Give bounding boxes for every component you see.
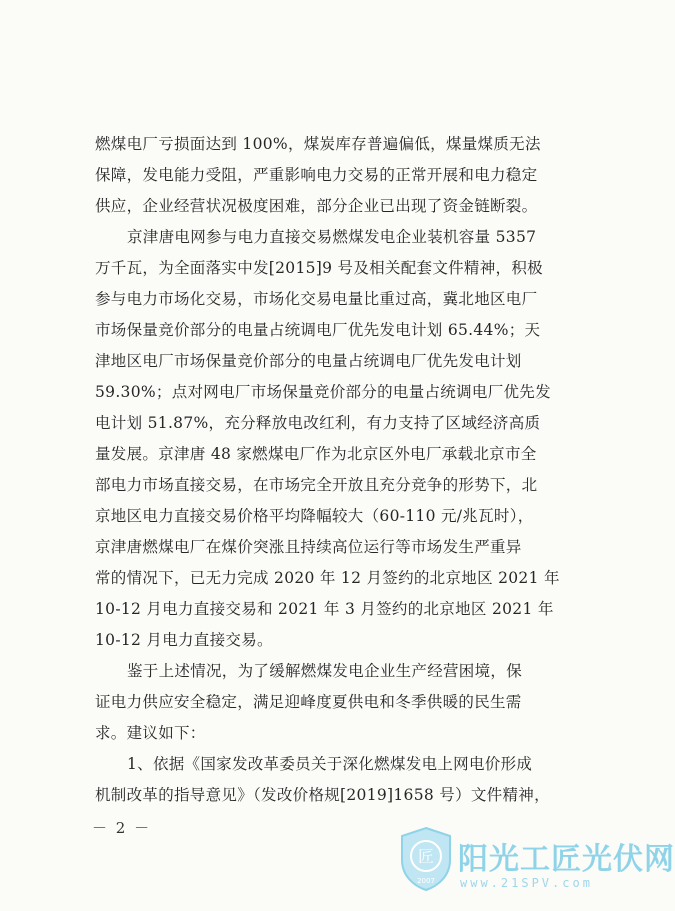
text-line: 部电力市场直接交易，在市场完全开放且充分竞争的形势下，北 [95,476,538,494]
text-line: 万千瓦，为全面落实中发[2015]9 号及相关配套文件精神，积极 [95,259,543,277]
text-line: 10-12 月电力直接交易和 2021 年 3 月签约的北京地区 2021 年 [95,600,554,618]
text-line: 鉴于上述情况，为了缓解燃煤发电企业生产经营困境，保 [127,662,523,680]
watermark-title: 阳光工匠光伏网 [458,842,675,877]
text-line: 1、依据《国家发改革委员关于深化燃煤发电上网电价形成 [127,755,533,773]
text-line: 保障，发电能力受阻，严重影响电力交易的正常开展和电力稳定 [95,166,538,184]
text-line: 常的情况下，已无力完成 2020 年 12 月签约的北京地区 2021 年 [95,569,560,587]
text-line: 京津唐燃煤电厂在煤价突涨且持续高位运行等市场发生严重异 [95,538,522,556]
watermark-url: www.21SPV.com [460,876,593,890]
text-line: 求。建议如下： [95,724,206,742]
text-line: 市场保量竞价部分的电量占统调电厂优先发电计划 65.44%；天 [95,321,541,339]
watermark-badge-icon [398,826,454,892]
text-line: 参与电力市场化交易，市场化交易电量比重过高，冀北地区电厂 [95,290,538,308]
text-line: 津地区电厂市场保量竞价部分的电量占统调电厂优先发电计划 [95,352,522,370]
text-line: 机制改革的指导意见》（发改价格规[2019]1658 号）文件精神， [95,786,550,804]
text-line: 电计划 51.87%，充分释放电改红利，有力支持了区域经济高质 [95,414,541,432]
watermark-badge-char: 匠 [417,847,435,866]
text-line: 燃煤电厂亏损面达到 100%，煤炭库存普遍偏低，煤量煤质无法 [95,135,541,153]
text-line: 10-12 月电力直接交易。 [95,631,273,649]
text-line: 证电力供应安全稳定，满足迎峰度夏供电和冬季供暖的民生需 [95,693,522,711]
text-line: 供应，企业经营状况极度困难，部分企业已出现了资金链断裂。 [95,197,538,215]
watermark-badge-year: 2007 [417,877,435,885]
text-line: 59.30%；点对网电厂市场保量竞价部分的电量占统调电厂优先发 [95,383,551,401]
text-line: 量发展。京津唐 48 家燃煤电厂作为北京区外电厂承载北京市全 [95,445,537,463]
text-line: 京地区电力直接交易价格平均降幅较大（60-110 元/兆瓦时）， [95,507,534,525]
text-line: 京津唐电网参与电力直接交易燃煤发电企业装机容量 5357 [127,228,537,246]
page-number: － 2 － [92,819,152,837]
watermark [398,826,675,896]
